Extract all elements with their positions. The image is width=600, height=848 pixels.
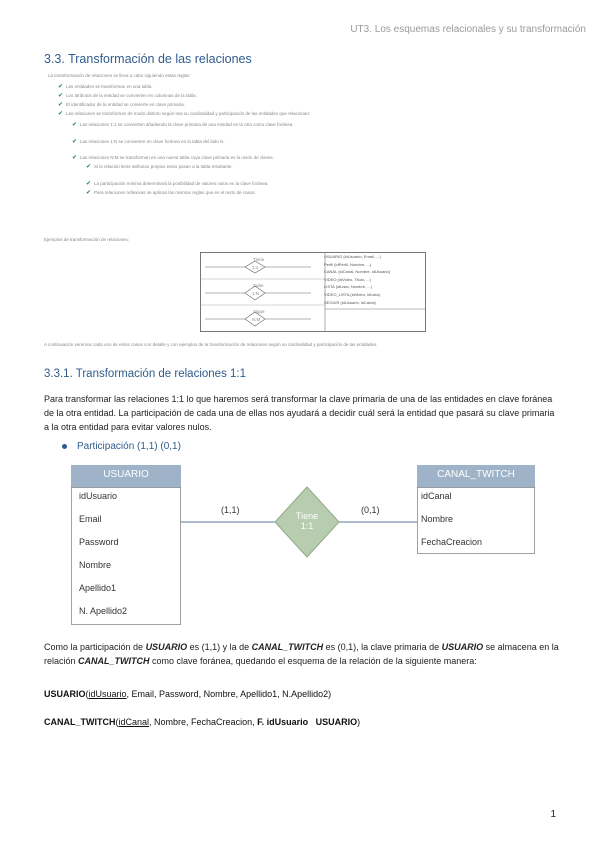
subsection-title: 3.3.1. Transformación de relaciones 1:1 bbox=[44, 368, 247, 380]
intro-subitem: ✔ Si la relación tiene atributos propios estos pasan a la tabla resultante. bbox=[86, 164, 233, 170]
participation-right: (0,1) bbox=[361, 505, 380, 515]
attr-nombre: Nombre bbox=[79, 560, 112, 570]
check-icon: ✔ bbox=[86, 181, 92, 187]
check-icon: ✔ bbox=[86, 164, 92, 170]
section-title: 3.3. Transformación de las relaciones bbox=[44, 52, 252, 66]
check-icon: ✔ bbox=[72, 122, 78, 128]
intro-item: ✔ El identificador de la entidad se convierte en clave primaria. bbox=[58, 102, 185, 108]
intro-subitem: ✔ La participación mínima determinará la posibilidad de valores nulos en la clave foránea. bbox=[86, 181, 269, 187]
example-schemas: USUARIO (idUsuario, Email, ...) Perfil (idPerfil, Nombre, ...) CANAL (idCanal, Nombre, idUsuario) VIDEO (idVideo, Titulo, ...) LISTA (idLista, Nombre, ...) VIDEO_LISTA (idVideo, idLista) SEGUIR (idUsuario, idCanal) bbox=[324, 254, 391, 305]
check-icon: ✔ bbox=[58, 102, 64, 108]
attr-idusuario: idUsuario bbox=[79, 491, 118, 501]
intro-item: ✔ Las relaciones se transforman de modo distinto según sea su cardinalidad y participación de las entidades que relacionan: bbox=[58, 111, 311, 117]
intro-item: ✔ Los atributos de la entidad se convierten en columnas de la tabla. bbox=[58, 93, 197, 99]
schema-usuario: USUARIO(idUsuario, Email, Password, Nombre, Apellido1, N.Apellido2) bbox=[44, 689, 332, 699]
intro-item: ✔ Las entidades se transforman en una tabla. bbox=[58, 84, 153, 90]
page-number: 1 bbox=[550, 809, 556, 820]
attr-password: Password bbox=[79, 537, 119, 547]
running-header: UT3. Los esquemas relacionales y su transformación bbox=[350, 24, 586, 35]
attr-fechacreacion: FechaCreacion bbox=[421, 537, 483, 547]
bullet-icon bbox=[62, 444, 67, 449]
attr-email: Email bbox=[79, 514, 102, 524]
er-diagram bbox=[71, 465, 535, 625]
intro-subitem: ✔ Las relaciones 1:1 se convierten añadiendo la clave primaria de una entidad en la otra como clave foránea. bbox=[72, 122, 294, 128]
intro-subitem: ✔ Las relaciones N:M se transforman en una nueva tabla cuya clave primaria es la unión de claves. bbox=[72, 155, 274, 161]
check-icon: ✔ bbox=[86, 190, 92, 196]
check-icon: ✔ bbox=[58, 93, 64, 99]
example-diagram: Tiene Sube Sigue 1:1 1:N N:M bbox=[200, 252, 426, 332]
entity-usuario-title: USUARIO bbox=[103, 469, 149, 480]
intro-subitem: ✔ Para relaciones reflexivas se aplican las mismas reglas que en el resto de casos. bbox=[86, 190, 256, 196]
relation-label: Tiene 1:1 bbox=[295, 511, 319, 531]
intro-lead: La transformación de relaciones se lleva a cabo siguiendo estas reglas: bbox=[48, 73, 191, 78]
intro-subitem: ✔ Las relaciones 1:N se convierten en clave foránea en la tabla del lado N. bbox=[72, 139, 225, 145]
check-icon: ✔ bbox=[58, 84, 64, 90]
entity-canal-title: CANAL_TWITCH bbox=[437, 469, 515, 480]
schema-canal-twitch: CANAL_TWITCH(idCanal, Nombre, FechaCreacion, F. idUsuario USUARIO) bbox=[44, 717, 361, 727]
attr-idcanal: idCanal bbox=[421, 491, 452, 501]
paragraph-intro: Para transformar las relaciones 1:1 lo que haremos será transformar la clave primaria de una de las entidades en clave foránea de la otra entidad. La participación de cada una de ellas nos ayudará a decidir cuál será la entidad que pasará su clave primaria a la otra entidad para evitar valores nulos. bbox=[44, 394, 555, 432]
paragraph-explanation: Como la participación de USUARIO es (1,1) y la de CANAL_TWITCH es (0,1), la clave primaria de USUARIO se almacena en la relación CANAL_TWITCH como clave foránea, quedando el esquema de la relación de la siguiente manera: bbox=[44, 642, 559, 666]
check-icon: ✔ bbox=[72, 139, 78, 145]
examples-caption: Ejemplos de transformación de relaciones: bbox=[44, 237, 130, 242]
check-icon: ✔ bbox=[72, 155, 78, 161]
examples-note: A continuación veremos cada uno de estos casos con detalle y con ejemplos de la transformación de relaciones según su cardinalidad y participación de las entidades. bbox=[44, 342, 378, 347]
bullet-participation: Participación (1,1) (0,1) bbox=[62, 441, 181, 452]
attr-apellido2: N. Apellido2 bbox=[79, 606, 128, 616]
attr-canal-nombre: Nombre bbox=[421, 514, 454, 524]
participation-left: (1,1) bbox=[221, 505, 240, 515]
check-icon: ✔ bbox=[58, 111, 64, 117]
attr-apellido1: Apellido1 bbox=[79, 583, 117, 593]
